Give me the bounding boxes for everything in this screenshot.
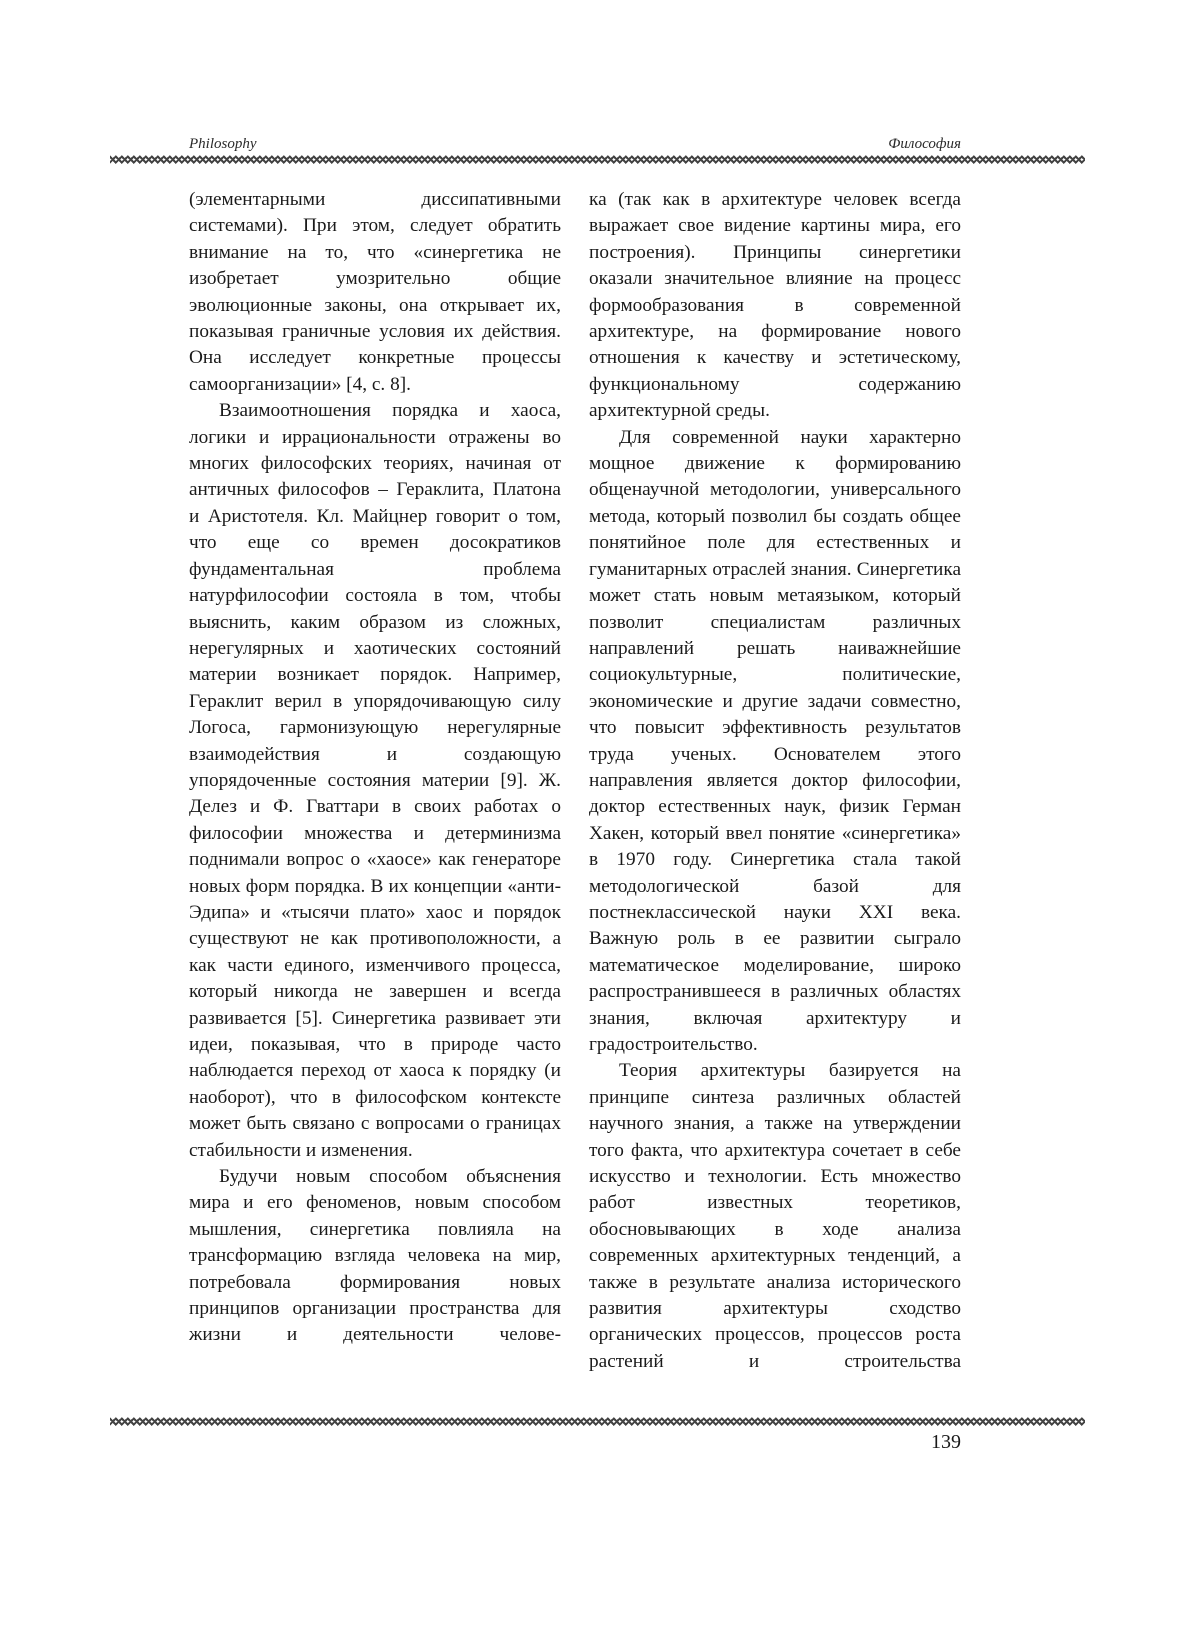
bottom-ornamental-rule xyxy=(110,1417,1085,1426)
paragraph: (элементарными диссипативными системами). При этом, следует обратить внимание на то, что «синергетика не изобретает умозрительно общие эволюционные законы, она открывает их, показывая граничные условия их действия. Она исследует конкретные процессы самоорганизации» [4, с. 8]. xyxy=(189,189,561,395)
top-ornamental-rule xyxy=(110,155,1085,164)
paragraph: Для современной науки характерно мощное движение к формированию общенаучной методологии, универсального метода, который позволил бы создать общее понятийное поле для естественных и гуманитарных отраслей знания. Синергетика может стать новым метаязыком, который позволит специалистам различных направлений решать наиважнейшие социокультурные, политические, экономические и другие задачи совместно, что повысит эффективность результатов труда ученых. Основателем этого направления является доктор философии, доктор естественных наук, физик Герман Хакен, который ввел понятие «синергетика» в 1970 году. Синергетика стала такой методологической базой для постнеклассической науки XXI века. Важную роль в ее развитии сыграло математическое моделирование, широко распространившееся в различных областях знания, включая архитектуру и градостроительство. xyxy=(589,426,961,1055)
right-column xyxy=(589,187,961,1375)
running-head-english: Philosophy xyxy=(189,136,257,152)
paragraph: Будучи новым способом объяснения мира и его феноменов, новым способом мышления, синергетика повлияла на трансформацию взгляда человека на мир, потребовала формирования новых принципов организации пространства для жизни и деятельности челове- xyxy=(189,1166,561,1346)
page-number: 139 xyxy=(931,1431,961,1453)
left-column xyxy=(189,187,561,1349)
paragraph: Взаимоотношения порядка и хаоса, логики и иррациональности отражены во многих философских теориях, начиная от античных философов – Гераклита, Платона и Аристотеля. Кл. Майцнер говорит о том, что еще со времен досократиков фундаментальная проблема натурфилософии состояла в том, чтобы выяснить, каким образом из сложных, нерегулярных и хаотических состояний материи возникает порядок. Например, Гераклит верил в упорядочивающую силу Логоса, гармонизующую нерегулярные взаимодействия и создающую упорядоченные состояния материи [9]. Ж. Делез и Ф. Гваттари в своих работах о философии множества и детерминизма поднимали вопрос о «хаосе» как генераторе новых форм порядка. В их концепции «анти-Эдипа» и «тысячи плато» хаос и порядок существуют не как противоположности, а как части единого, изменчивого процесса, который никогда не завершен и всегда развивается [5]. Синергетика развивает эти идеи, показывая, что в природе часто наблюдается переход от хаоса к порядку (и наоборот), что в философском контексте может быть связано с вопросами о границах стабильности и изменения. xyxy=(189,400,561,1161)
running-head-russian: Философия xyxy=(888,136,961,152)
paragraph: Теория архитектуры базируется на принципе синтеза различных областей научного знания, а также на утверждении того факта, что архитектура сочетает в себе искусство и технологии. Есть множество работ известных теоретиков, обосновывающих в ходе анализа современных архитектурных тенденций, а также в результате анализа исторического развития архитектуры сходство органических процессов, процессов роста растений и строительства xyxy=(589,1060,961,1372)
paragraph: ка (так как в архитектуре человек всегда выражает свое видение картины мира, его построения). Принципы синергетики оказали значительное влияние на процесс формообразования в современной архитектуре, на формирование нового отношения к качеству и эстетическому, функциональному содержанию архитектурной среды. xyxy=(589,189,961,422)
